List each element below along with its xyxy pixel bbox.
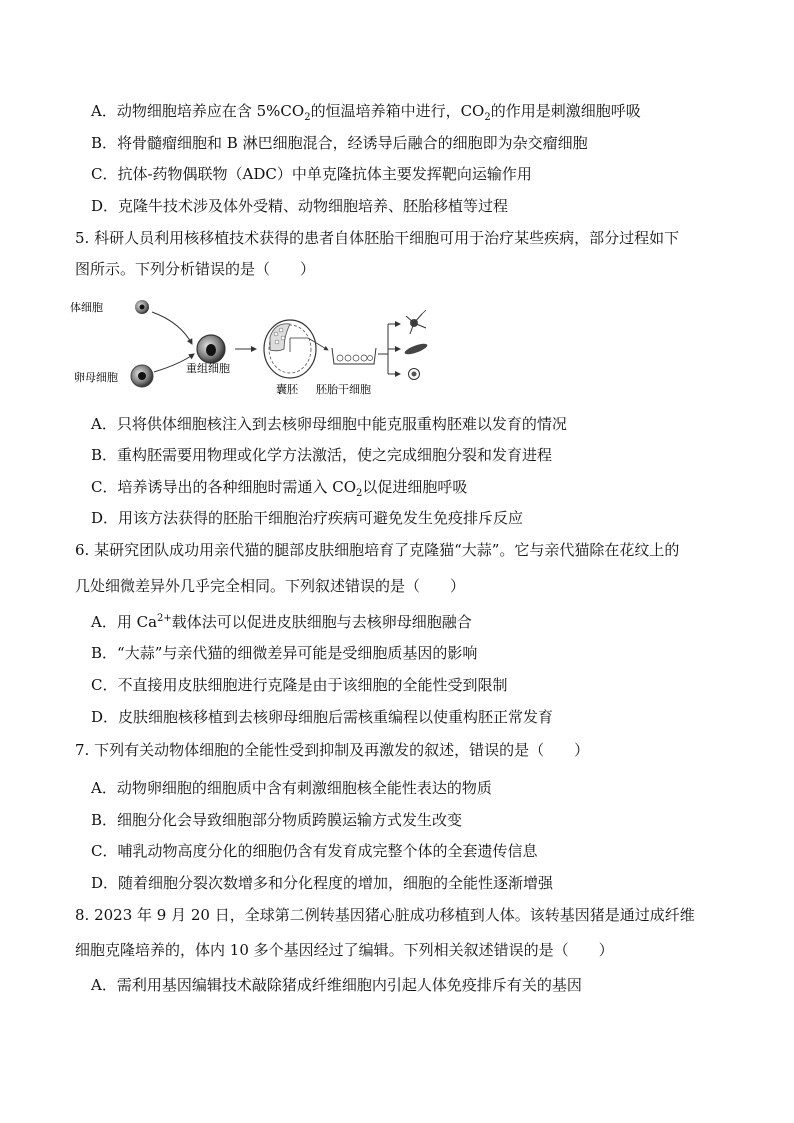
muscle-cell-icon [404, 342, 429, 357]
q7-option-d: D．随着细胞分裂次数增多和分化程度的增加，细胞的全能性逐渐增强 [91, 874, 554, 892]
q7-stem: 7. 下列有关动物体细胞的全能性受到抑制及再激发的叙述，错误的是（ ） [75, 741, 590, 759]
q7-option-c: C．哺乳动物高度分化的细胞仍含有发育成完整个体的全套遗传信息 [91, 842, 538, 860]
q6-option-a [91, 612, 472, 632]
q5-option-c [91, 477, 467, 497]
egg-cell-nucleus-icon [138, 372, 146, 380]
q7-option-a: A．动物卵细胞的细胞质中含有刺激细胞核全能性表达的物质 [91, 779, 492, 797]
q6-stem-line1: 6. 某研究团队成功用亲代猫的腿部皮肤细胞培育了克隆猫“大蒜”。它与亲代猫除在花纹上的 [75, 541, 680, 559]
diagram-label-reconstructed-cell: 重组细胞 [186, 362, 230, 375]
q5-option-c-text-end: 以促进细胞呼吸 [362, 478, 468, 496]
q4-option-a-sub2: 2 [484, 112, 491, 123]
blastocyst-icon [264, 320, 316, 378]
q6-option-d: D．皮肤细胞核移植到去核卵母细胞后需核重编程以使重构胚正常发育 [91, 708, 554, 726]
reconstructed-cell-nucleus-icon [206, 344, 216, 356]
q5-option-b: B．重构胚需要用物理或化学方法激活，使之完成细胞分裂和发育进程 [91, 446, 553, 464]
q4-option-a-text-mid: 的恒温培养箱中进行，CO [310, 102, 485, 120]
q4-option-a-sub: 2 [304, 112, 311, 123]
q5-stem-line2: 图所示。下列分析错误的是（ ） [75, 260, 316, 278]
diagram-label-egg-cell: 卵母细胞 [74, 371, 118, 384]
q5-option-a: A．只将供体细胞核注入到去核卵母细胞中能克服重构胚难以发育的情况 [91, 415, 567, 433]
q5-nuclear-transfer-diagram [70, 292, 430, 400]
q6-option-a-text: A．用 Ca [91, 613, 158, 631]
q8-stem-line1: 8. 2023 年 9 月 20 日，全球第二例转基因猪心脏成功移植到人体。该转基因猪是通过成纤维 [75, 906, 695, 924]
diagram-label-somatic-cell: 体细胞 [70, 301, 103, 314]
q5-option-d: D．用该方法获得的胚胎干细胞治疗疾病可避免发生免疫排斥反应 [91, 509, 524, 527]
q6-option-a-sup: 2+ [157, 613, 172, 624]
q4-option-a-text: A．动物细胞培养应在含 5%CO [91, 102, 305, 120]
blood-cell-icon [409, 369, 420, 380]
q4-option-b: B．将骨髓瘤细胞和 B 淋巴细胞混合，经诱导后融合的细胞即为杂交瘤细胞 [91, 134, 588, 152]
q5-stem-line1: 5. 科研人员利用核移植技术获得的患者自体胚胎干细胞可用于治疗某些疾病，部分过程如下 [75, 229, 680, 247]
q5-option-c-sub: 2 [356, 488, 363, 499]
q4-option-a [91, 101, 641, 121]
q5-option-c-text: C．培养诱导出的各种细胞时需通入 CO [91, 478, 357, 496]
q8-option-a: A．需利用基因编辑技术敲除猪成纤维细胞内引起人体免疫排斥有关的基因 [91, 976, 582, 994]
q6-stem-line2: 几处细微差异外几乎完全相同。下列叙述错误的是（ ） [75, 577, 466, 595]
q4-option-c: C．抗体-药物偶联物（ADC）中单克隆抗体主要发挥靶向运输作用 [91, 165, 532, 183]
q6-option-b: B．“大蒜”与亲代猫的细微差异可能是受细胞质基因的影响 [91, 644, 478, 662]
q6-option-c: C．不直接用皮肤细胞进行克隆是由于该细胞的全能性受到限制 [91, 676, 508, 694]
q4-option-d: D．克隆牛技术涉及体外受精、动物细胞培养、胚胎移植等过程 [91, 197, 509, 215]
culture-dish-icon [332, 348, 376, 364]
arrow-somatic-to-reconstructed-icon [152, 312, 192, 344]
q6-option-a-text-end: 载体法可以促进皮肤细胞与去核卵母细胞融合 [171, 613, 472, 631]
q4-option-a-text-end: 的作用是刺激细胞呼吸 [490, 102, 641, 120]
somatic-cell-nucleus-icon [140, 305, 145, 310]
diagram-label-es-cells: 胚胎干细胞 [316, 383, 371, 396]
neuron-icon [406, 310, 426, 334]
q8-stem-line2: 细胞克隆培养的，体内 10 多个基因经过了编辑。下列相关叙述错误的是（ ） [75, 941, 614, 959]
q7-option-b: B．细胞分化会导致细胞部分物质跨膜运输方式发生改变 [91, 811, 463, 829]
diagram-label-blastocyst: 囊胚 [276, 383, 298, 396]
